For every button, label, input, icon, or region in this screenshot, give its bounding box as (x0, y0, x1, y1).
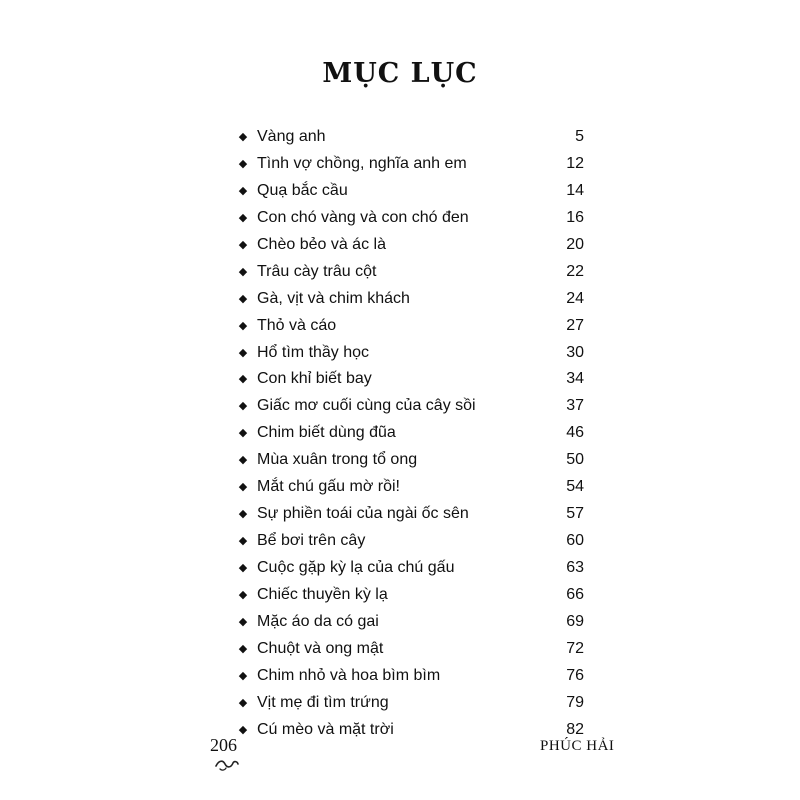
toc-entry (0, 420, 800, 447)
toc-entry-title: Mặc áo da có gai (257, 612, 379, 630)
diamond-bullet-icon: ◆ (238, 615, 248, 628)
toc-entry (0, 124, 800, 151)
toc-entry (0, 447, 800, 474)
page-title: MỤC LỤC (322, 58, 478, 89)
toc-entry (0, 474, 800, 501)
toc-entry-page: 14 (566, 181, 584, 199)
toc-entry-page: 12 (566, 154, 584, 172)
toc-entry-page: 76 (566, 666, 584, 684)
diamond-bullet-icon: ◆ (238, 427, 248, 440)
toc-entry-title: Bể bơi trên cây (257, 532, 366, 550)
toc-entry-title: Cú mèo và mặt trời (257, 720, 394, 738)
toc-entry-page: 46 (566, 424, 584, 442)
toc-entry (0, 636, 800, 663)
toc-entry (0, 555, 800, 582)
toc-entry-title: Vịt mẹ đi tìm trứng (257, 693, 389, 711)
toc-entry (0, 232, 800, 259)
toc-entry-page: 72 (566, 639, 584, 657)
toc-entry-title: Hổ tìm thầy học (257, 343, 370, 361)
toc-entry (0, 205, 800, 232)
toc-entry (0, 663, 800, 690)
toc-entry-page: 60 (566, 532, 584, 550)
toc-entry-title: Chiếc thuyền kỳ lạ (257, 585, 388, 603)
toc-entry (0, 178, 800, 205)
toc-entry (0, 286, 800, 313)
toc-entry-title: Trâu cày trâu cột (257, 262, 377, 280)
diamond-bullet-icon: ◆ (238, 481, 248, 494)
diamond-bullet-icon: ◆ (238, 723, 248, 736)
toc-entry-title: Chèo bẻo và ác là (257, 235, 386, 253)
diamond-bullet-icon: ◆ (238, 373, 248, 386)
diamond-bullet-icon: ◆ (238, 238, 248, 251)
toc-entry (0, 151, 800, 178)
toc-entry-title: Tình vợ chồng, nghĩa anh em (257, 154, 467, 172)
toc-entry-page: 20 (566, 235, 584, 253)
diamond-bullet-icon: ◆ (238, 400, 248, 413)
toc-entry-page: 63 (566, 559, 584, 576)
toc-entry-title: Quạ bắc cầu (257, 181, 348, 199)
toc-entry-page: 22 (566, 262, 584, 280)
diamond-bullet-icon: ◆ (238, 184, 248, 197)
diamond-bullet-icon: ◆ (238, 292, 248, 305)
toc-entry-title: Gà, vịt và chim khách (257, 289, 410, 307)
toc-entry-page: 57 (566, 505, 584, 523)
toc-entry-page: 50 (566, 451, 584, 469)
footer-author: PHÚC HẢI (540, 738, 615, 754)
diamond-bullet-icon: ◆ (238, 454, 248, 467)
diamond-bullet-icon: ◆ (238, 696, 248, 709)
toc-entry-page: 30 (566, 343, 584, 361)
toc-entry (0, 366, 800, 393)
toc-entry (0, 717, 800, 744)
toc-entry-title: Cuộc gặp kỳ lạ của chú gấu (257, 559, 455, 576)
diamond-bullet-icon: ◆ (238, 319, 248, 332)
diamond-bullet-icon: ◆ (238, 346, 248, 359)
diamond-bullet-icon: ◆ (238, 131, 248, 143)
diamond-bullet-icon: ◆ (238, 535, 248, 548)
toc-entry-title: Con khỉ biết bay (257, 370, 372, 388)
diamond-bullet-icon: ◆ (238, 562, 248, 574)
toc-entry-title: Vàng anh (257, 128, 326, 145)
toc-entry (0, 501, 800, 528)
toc-entry-title: Mắt chú gấu mờ rồi! (257, 478, 400, 496)
toc-entry (0, 609, 800, 636)
toc-entry-page: 34 (566, 370, 584, 388)
toc-entry-page: 54 (566, 478, 584, 496)
toc-entry (0, 582, 800, 609)
diamond-bullet-icon: ◆ (238, 642, 248, 655)
table-of-contents (0, 124, 800, 744)
toc-entry-page: 24 (566, 289, 584, 307)
toc-entry-title: Giấc mơ cuối cùng của cây sồi (257, 397, 476, 415)
toc-entry-page: 82 (566, 720, 584, 738)
diamond-bullet-icon: ◆ (238, 211, 248, 224)
toc-entry-title: Con chó vàng và con chó đen (257, 208, 469, 226)
diamond-bullet-icon: ◆ (238, 508, 248, 521)
toc-entry (0, 690, 800, 717)
floral-ornament-icon (214, 758, 240, 772)
toc-entry (0, 528, 800, 555)
toc-entry (0, 340, 800, 367)
toc-entry-page: 66 (566, 585, 584, 603)
toc-entry-page: 79 (566, 693, 584, 711)
diamond-bullet-icon: ◆ (238, 157, 248, 170)
toc-entry-page: 37 (566, 397, 584, 415)
toc-entry-page: 5 (575, 128, 584, 145)
toc-entry-title: Chim biết dùng đũa (257, 424, 396, 442)
toc-entry-title: Sự phiền toái của ngài ốc sên (257, 505, 469, 523)
diamond-bullet-icon: ◆ (238, 588, 248, 601)
diamond-bullet-icon: ◆ (238, 669, 248, 682)
toc-entry-title: Mùa xuân trong tổ ong (257, 451, 418, 469)
toc-entry-title: Chuột và ong mật (257, 639, 384, 657)
toc-entry (0, 313, 800, 340)
toc-entry-title: Thỏ và cáo (257, 316, 337, 334)
toc-entry-title: Chim nhỏ và hoa bìm bìm (257, 666, 441, 684)
toc-entry-page: 69 (566, 612, 584, 630)
diamond-bullet-icon: ◆ (238, 265, 248, 278)
toc-entry (0, 259, 800, 286)
toc-entry-page: 27 (566, 316, 584, 334)
toc-entry (0, 393, 800, 420)
footer-page-number: 206 (210, 735, 237, 755)
toc-entry-page: 16 (566, 208, 584, 226)
